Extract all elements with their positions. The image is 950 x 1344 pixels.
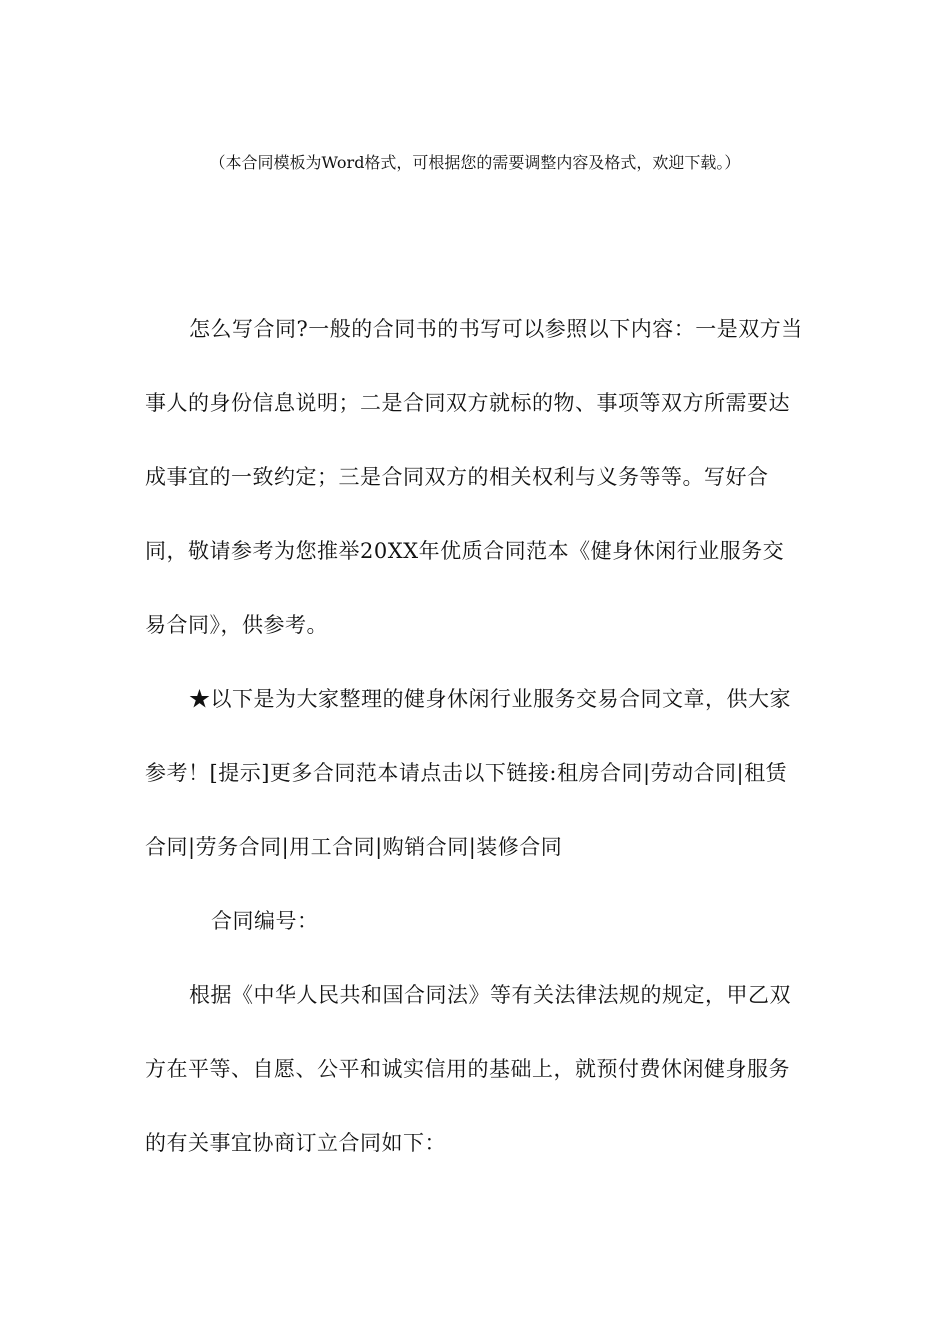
reference-paragraph: ★以下是为大家整理的健身休闲行业服务交易合同文章，供大家参考！[提示]更多合同范本请点击以下链接:租房合同|劳动合同|租赁合同|劳务合同|用工合同|购销合同|装修合同	[145, 687, 791, 859]
preamble-paragraph: 根据《中华人民共和国合同法》等有关法律法规的规定，甲乙双方在平等、自愿、公平和诚实信用的基础上，就预付费休闲健身服务的有关事宜协商订立合同如下：	[145, 983, 791, 1155]
template-note: （本合同模板为Word格式，可根据您的需要调整内容及格式，欢迎下载。）	[209, 153, 741, 172]
intro-paragraph: 怎么写合同?一般的合同书的书写可以参照以下内容：一是双方当事人的身份信息说明；二是合同双方就标的物、事项等双方所需要达成事宜的一致约定；三是合同双方的相关权利与义务等等。写好合同，敬请参考为您推举20XX年优质合同范本《健身休闲行业服务交易合同》，供参考。	[145, 317, 803, 637]
contract-number-label: 合同编号：	[211, 909, 319, 933]
document-body	[145, 292, 805, 1180]
